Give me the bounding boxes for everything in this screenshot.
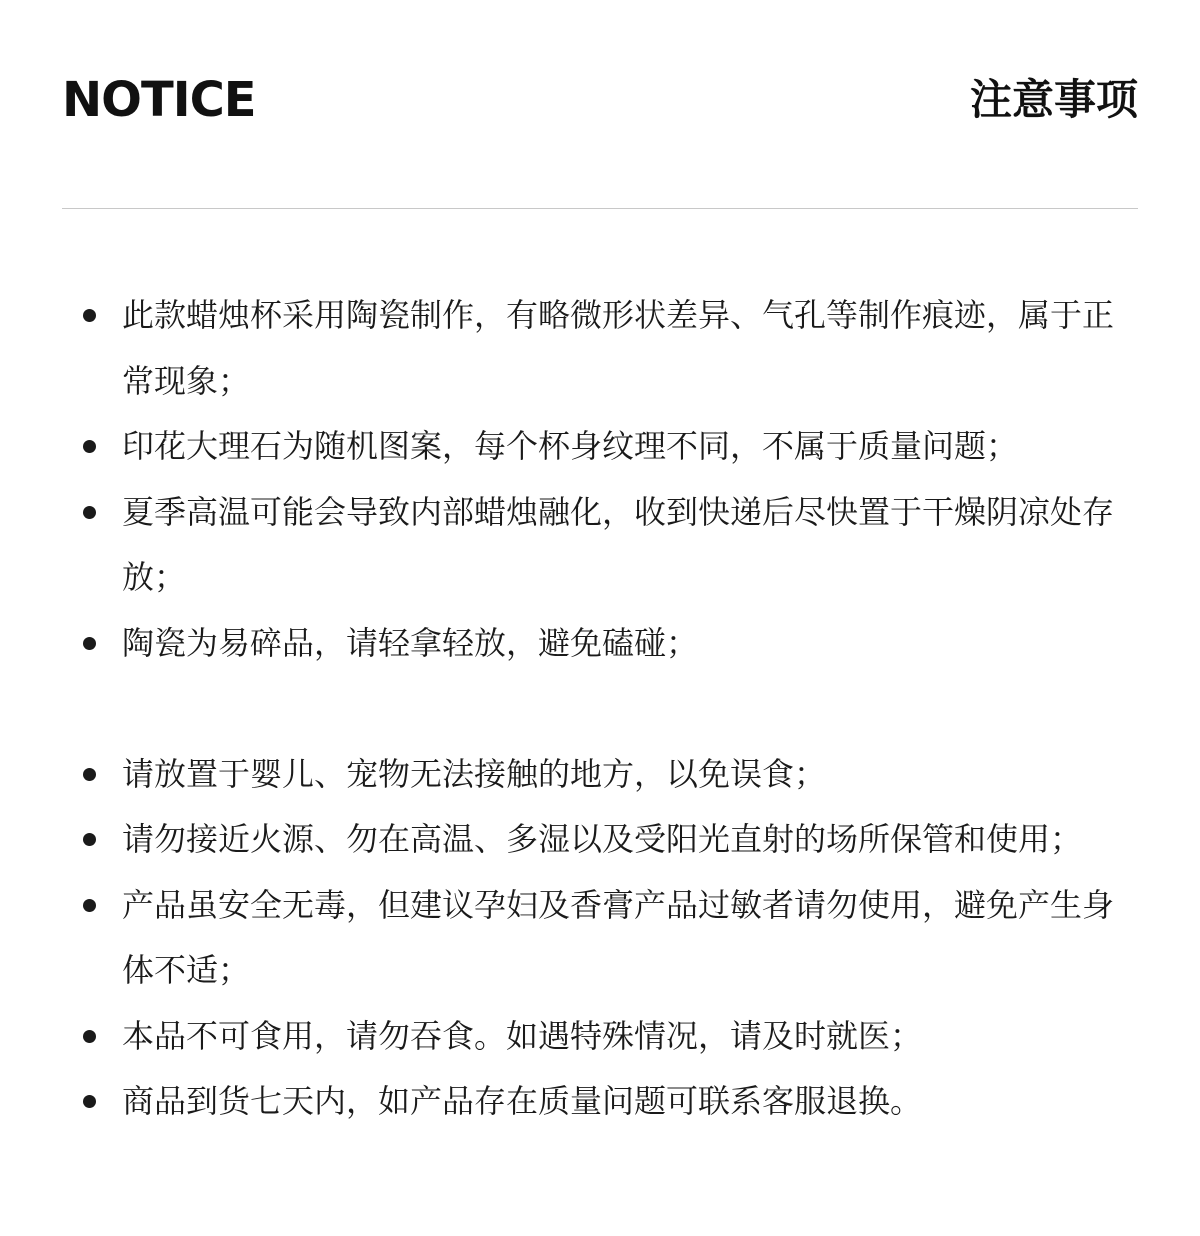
notice-text: 产品虽安全无毒，但建议孕妇及香膏产品过敏者请勿使用，避免产生身体不适； [122,885,1115,989]
notice-text: 此款蜡烛杯采用陶瓷制作，有略微形状差异、气孔等制作痕迹，属于正常现象； [122,296,1115,400]
notice-item [80,414,1140,480]
notice-text: 商品到货七天内，如产品存在质量问题可联系客服退换。 [122,1082,923,1120]
notice-item [80,807,1140,873]
group-spacer [80,676,1140,742]
notice-text: 夏季高温可能会导致内部蜡烛融化，收到快递后尽快置于干燥阴凉处存放； [122,492,1115,596]
title-english: NOTICE [62,72,256,128]
bullet-icon [83,309,96,322]
notice-item [80,283,1140,414]
notice-list [80,283,1140,1135]
bullet-icon [83,833,96,846]
bullet-icon [83,768,96,781]
bullet-icon [83,637,96,650]
notice-item [80,1069,1140,1135]
notice-item [80,873,1140,1004]
notice-item [80,611,1140,677]
notice-text: 本品不可食用，请勿吞食。如遇特殊情况，请及时就医； [122,1016,923,1055]
notice-item [80,480,1140,611]
bullet-icon [83,899,96,912]
header-divider [62,208,1138,209]
notice-item [80,742,1140,808]
bullet-icon [83,1030,96,1043]
bullet-icon [83,440,96,453]
notice-text: 陶瓷为易碎品，请轻拿轻放，避免磕碰； [122,623,699,662]
notice-text: 请勿接近火源、勿在高温、多湿以及受阳光直射的场所保管和使用； [122,820,1083,858]
title-chinese: 注意事项 [969,75,1138,124]
bullet-icon [83,1095,96,1108]
notice-text: 印花大理石为随机图案，每个杯身纹理不同，不属于质量问题； [122,427,1019,465]
notice-item [80,1004,1140,1070]
bullet-icon [83,506,96,519]
notice-text: 请放置于婴儿、宠物无法接触的地方，以免误食； [122,754,827,793]
header [62,70,1138,130]
